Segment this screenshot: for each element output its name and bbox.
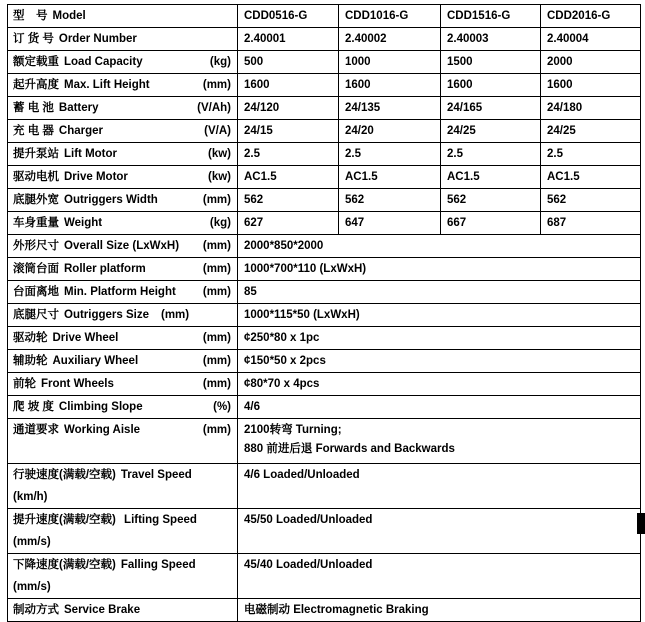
spec-value-cell: 2.5 [238, 143, 339, 166]
row-label-cell [8, 281, 238, 304]
row-label-line [13, 375, 231, 394]
row-label-en: Overall Size (LxWxH) [64, 239, 180, 252]
spec-value-cell: 562 [238, 189, 339, 212]
row-label-zh: 驱动轮 [13, 331, 48, 344]
value-line: 电磁制动 Electromagnetic Braking [244, 603, 429, 616]
spec-value-cell: 24/135 [339, 97, 441, 120]
spec-value-cell: 627 [238, 212, 339, 235]
spec-value-cell-span [238, 464, 641, 509]
spec-value-cell-span [238, 327, 641, 350]
row-label-line [13, 237, 231, 256]
row-label-line [13, 30, 231, 49]
value-line: 45/50 Loaded/Unloaded [244, 514, 373, 526]
spec-value-cell: 24/20 [339, 120, 441, 143]
spec-value-cell: 1000 [339, 51, 441, 74]
row-unit: (mm) [202, 354, 231, 367]
row-label-line [13, 601, 231, 620]
spec-value-cell: 2.40001 [238, 28, 339, 51]
spec-value-cell: AC1.5 [339, 166, 441, 189]
row-label-cell [8, 509, 238, 554]
value-line: 2100转弯 Turning; [244, 424, 342, 436]
table-row [8, 143, 641, 166]
spec-value-cell: 667 [441, 212, 541, 235]
row-label-en: Climbing Slope [58, 400, 143, 413]
spec-value-cell: CDD2016-G [541, 5, 641, 28]
row-label-zh: 型 号 [13, 9, 48, 22]
row-label-cell [8, 373, 238, 396]
spec-value-cell: AC1.5 [541, 166, 641, 189]
value-line: ¢150*50 x 2pcs [244, 354, 326, 367]
spec-value-cell: CDD1516-G [441, 5, 541, 28]
row-label-cell [8, 350, 238, 373]
spec-value-cell: 2.40003 [441, 28, 541, 51]
row-unit: (%) [213, 400, 231, 413]
row-label-zh: 起升高度 [13, 78, 59, 91]
row-label-cell [8, 258, 238, 281]
row-label-en: Charger [58, 124, 103, 137]
row-label-en: Weight [64, 216, 103, 229]
spec-value-cell: 24/180 [541, 97, 641, 120]
spec-value-cell: 24/120 [238, 97, 339, 120]
row-label-zh: 前轮 [13, 377, 36, 390]
row-label-zh: 底腿外宽 [13, 193, 59, 206]
row-label-cell [8, 28, 238, 51]
spec-value-cell-span [238, 554, 641, 599]
row-label-zh: 提升速度(满载/空载) [13, 514, 116, 526]
row-label-line [13, 145, 231, 164]
row-label-zh: 充 电 器 [13, 124, 54, 137]
row-label-line [13, 511, 231, 530]
spec-value-cell: 647 [339, 212, 441, 235]
spec-value-cell: 2.40002 [339, 28, 441, 51]
row-label-zh: 辅助轮 [13, 354, 48, 367]
row-label-cell [8, 120, 238, 143]
row-label-line [13, 53, 231, 72]
table-row [8, 166, 641, 189]
table-row [8, 235, 641, 258]
row-label-en: Falling Speed [120, 559, 196, 571]
table-row [8, 350, 641, 373]
row-unit: (V/A) [204, 124, 231, 137]
row-unit: (mm) [202, 424, 231, 436]
table-row [8, 51, 641, 74]
table-row [8, 97, 641, 120]
spec-value-cell: 1600 [541, 74, 641, 97]
row-label-zh: 制动方式 [13, 603, 59, 616]
spec-value-cell: AC1.5 [441, 166, 541, 189]
spec-value-cell-span [238, 281, 641, 304]
row-unit: (mm) [202, 262, 231, 275]
row-unit: (kw) [208, 170, 231, 183]
row-label-cell [8, 235, 238, 258]
row-label-en: Battery [58, 101, 99, 114]
row-label-line [13, 421, 231, 440]
spec-value-cell: CDD0516-G [238, 5, 339, 28]
spec-value-cell: 2.5 [441, 143, 541, 166]
row-label-en: Roller platform [64, 262, 146, 275]
row-unit: (km/h) [13, 491, 48, 503]
spec-value-cell: 2.5 [541, 143, 641, 166]
row-unit: (mm/s) [13, 581, 51, 593]
row-label-cell [8, 97, 238, 120]
row-label-zh: 底腿尺寸 [13, 308, 59, 321]
row-label-en: Drive Wheel [52, 331, 119, 344]
row-label-zh: 外形尺寸 [13, 239, 59, 252]
row-label-line [13, 191, 231, 210]
row-label-en: Lifting Speed [120, 514, 197, 526]
row-label-zh: 滚筒台面 [13, 262, 59, 275]
row-label-zh: 额定载重 [13, 55, 59, 68]
row-label-cell [8, 599, 238, 622]
row-label-en: Min. Platform Height [64, 285, 176, 298]
row-label-line [13, 214, 231, 233]
value-line: 1000*700*110 (LxWxH) [244, 262, 367, 275]
row-unit: (V/Ah) [197, 101, 231, 114]
spec-value-cell: 24/25 [441, 120, 541, 143]
spec-value-cell: 1600 [441, 74, 541, 97]
spec-value-cell: 24/25 [541, 120, 641, 143]
row-label-zh: 订 货 号 [13, 32, 54, 45]
row-label-zh: 驱动电机 [13, 170, 59, 183]
edge-mark [637, 513, 645, 534]
spec-value-cell: 1600 [238, 74, 339, 97]
table-row [8, 5, 641, 28]
value-line: 4/6 Loaded/Unloaded [244, 469, 360, 481]
table-row [8, 28, 641, 51]
row-unit: (kw) [208, 147, 231, 160]
spec-value-cell-span [238, 396, 641, 419]
table-row [8, 464, 641, 509]
value-line: 2000*850*2000 [244, 239, 324, 252]
value-line: ¢250*80 x 1pc [244, 331, 320, 344]
row-label-zh: 提升泵站 [13, 147, 59, 160]
row-label-en: Model [52, 9, 86, 22]
table-row [8, 554, 641, 599]
row-label-zh: 通道要求 [13, 424, 59, 436]
spec-value-cell: 500 [238, 51, 339, 74]
row-label-zh: 下降速度(满载/空载) [13, 559, 116, 571]
spec-value-cell: 24/165 [441, 97, 541, 120]
value-line: ¢80*70 x 4pcs [244, 377, 320, 390]
spec-value-cell: 1500 [441, 51, 541, 74]
row-label-cell [8, 5, 238, 28]
table-row [8, 258, 641, 281]
row-label-en: Service Brake [64, 603, 141, 616]
table-row [8, 327, 641, 350]
spec-value-cell: 562 [541, 189, 641, 212]
row-unit: (mm) [161, 308, 190, 321]
row-unit: (mm/s) [13, 536, 51, 548]
spec-value-cell: 24/15 [238, 120, 339, 143]
row-label-line [13, 556, 231, 575]
row-label-en: Front Wheels [41, 377, 114, 390]
table-row [8, 599, 641, 622]
table-row [8, 396, 641, 419]
row-label-en: Travel Speed [120, 469, 192, 481]
value-line: 1000*115*50 (LxWxH) [244, 308, 360, 321]
row-label-en: Outriggers Size [64, 308, 149, 321]
row-unit: (kg) [209, 55, 231, 68]
row-label-cell [8, 143, 238, 166]
table-row [8, 281, 641, 304]
value-line: 85 [244, 285, 257, 298]
value-line: 880 前进后退 Forwards and Backwards [244, 443, 455, 455]
row-label-en: Order Number [58, 32, 137, 45]
row-label-line [13, 352, 231, 371]
spec-value-cell-span [238, 373, 641, 396]
table-row [8, 304, 641, 327]
spec-value-cell-span [238, 350, 641, 373]
spec-value-cell-span [238, 419, 641, 464]
spec-value-cell-span [238, 509, 641, 554]
table-row [8, 212, 641, 235]
row-label-cell [8, 327, 238, 350]
row-label-cell [8, 396, 238, 419]
row-label-line [13, 99, 231, 118]
spec-value-cell: AC1.5 [238, 166, 339, 189]
row-label-cell [8, 419, 238, 464]
value-line: 45/40 Loaded/Unloaded [244, 559, 373, 571]
row-label-cell [8, 464, 238, 509]
row-label-cell [8, 212, 238, 235]
row-label-en: Auxiliary Wheel [52, 354, 139, 367]
row-unit: (mm) [202, 239, 231, 252]
spec-value-cell: 562 [339, 189, 441, 212]
row-unit: (mm) [202, 78, 231, 91]
spec-value-cell-span [238, 235, 641, 258]
row-label-en: Lift Motor [64, 147, 118, 160]
row-unit: (mm) [202, 377, 231, 390]
row-label-line [13, 306, 231, 325]
spec-value-cell-span [238, 599, 641, 622]
row-label-line [13, 329, 231, 348]
row-label-cell [8, 51, 238, 74]
spec-table-body [8, 5, 641, 622]
row-label-en: Load Capacity [64, 55, 143, 68]
row-label-line [13, 122, 231, 141]
row-label-cell [8, 554, 238, 599]
spec-value-cell: 562 [441, 189, 541, 212]
row-label-line [13, 398, 231, 417]
row-label-line [13, 466, 231, 485]
row-label-line [13, 260, 231, 279]
table-row [8, 419, 641, 464]
row-label-cell [8, 189, 238, 212]
row-label-en: Drive Motor [64, 170, 128, 183]
spec-value-cell: 2.40004 [541, 28, 641, 51]
row-label-line [13, 76, 231, 95]
row-label-cell [8, 304, 238, 327]
row-label-en: Max. Lift Height [64, 78, 150, 91]
row-label-line [13, 7, 231, 26]
row-label-en: Working Aisle [64, 424, 141, 436]
row-unit: (mm) [202, 331, 231, 344]
spec-value-cell: CDD1016-G [339, 5, 441, 28]
row-label-zh: 蓄 电 池 [13, 101, 54, 114]
row-label-line [13, 168, 231, 187]
value-line: 4/6 [244, 400, 260, 413]
row-unit: (mm) [202, 193, 231, 206]
spec-value-cell-span [238, 304, 641, 327]
row-unit: (kg) [209, 216, 231, 229]
spec-value-cell-span [238, 258, 641, 281]
row-label-zh: 行驶速度(满载/空载) [13, 469, 116, 481]
table-row [8, 509, 641, 554]
row-unit: (mm) [202, 285, 231, 298]
spec-table [7, 4, 641, 622]
row-label-en: Outriggers Width [64, 193, 158, 206]
table-row [8, 373, 641, 396]
row-label-zh: 台面离地 [13, 285, 59, 298]
spec-value-cell: 2000 [541, 51, 641, 74]
row-label-cell [8, 166, 238, 189]
spec-value-cell: 687 [541, 212, 641, 235]
row-label-zh: 爬 坡 度 [13, 400, 54, 413]
table-row [8, 74, 641, 97]
spec-value-cell: 2.5 [339, 143, 441, 166]
row-label-cell [8, 74, 238, 97]
row-label-line [13, 283, 231, 302]
table-row [8, 189, 641, 212]
table-row [8, 120, 641, 143]
row-label-zh: 车身重量 [13, 216, 59, 229]
spec-value-cell: 1600 [339, 74, 441, 97]
